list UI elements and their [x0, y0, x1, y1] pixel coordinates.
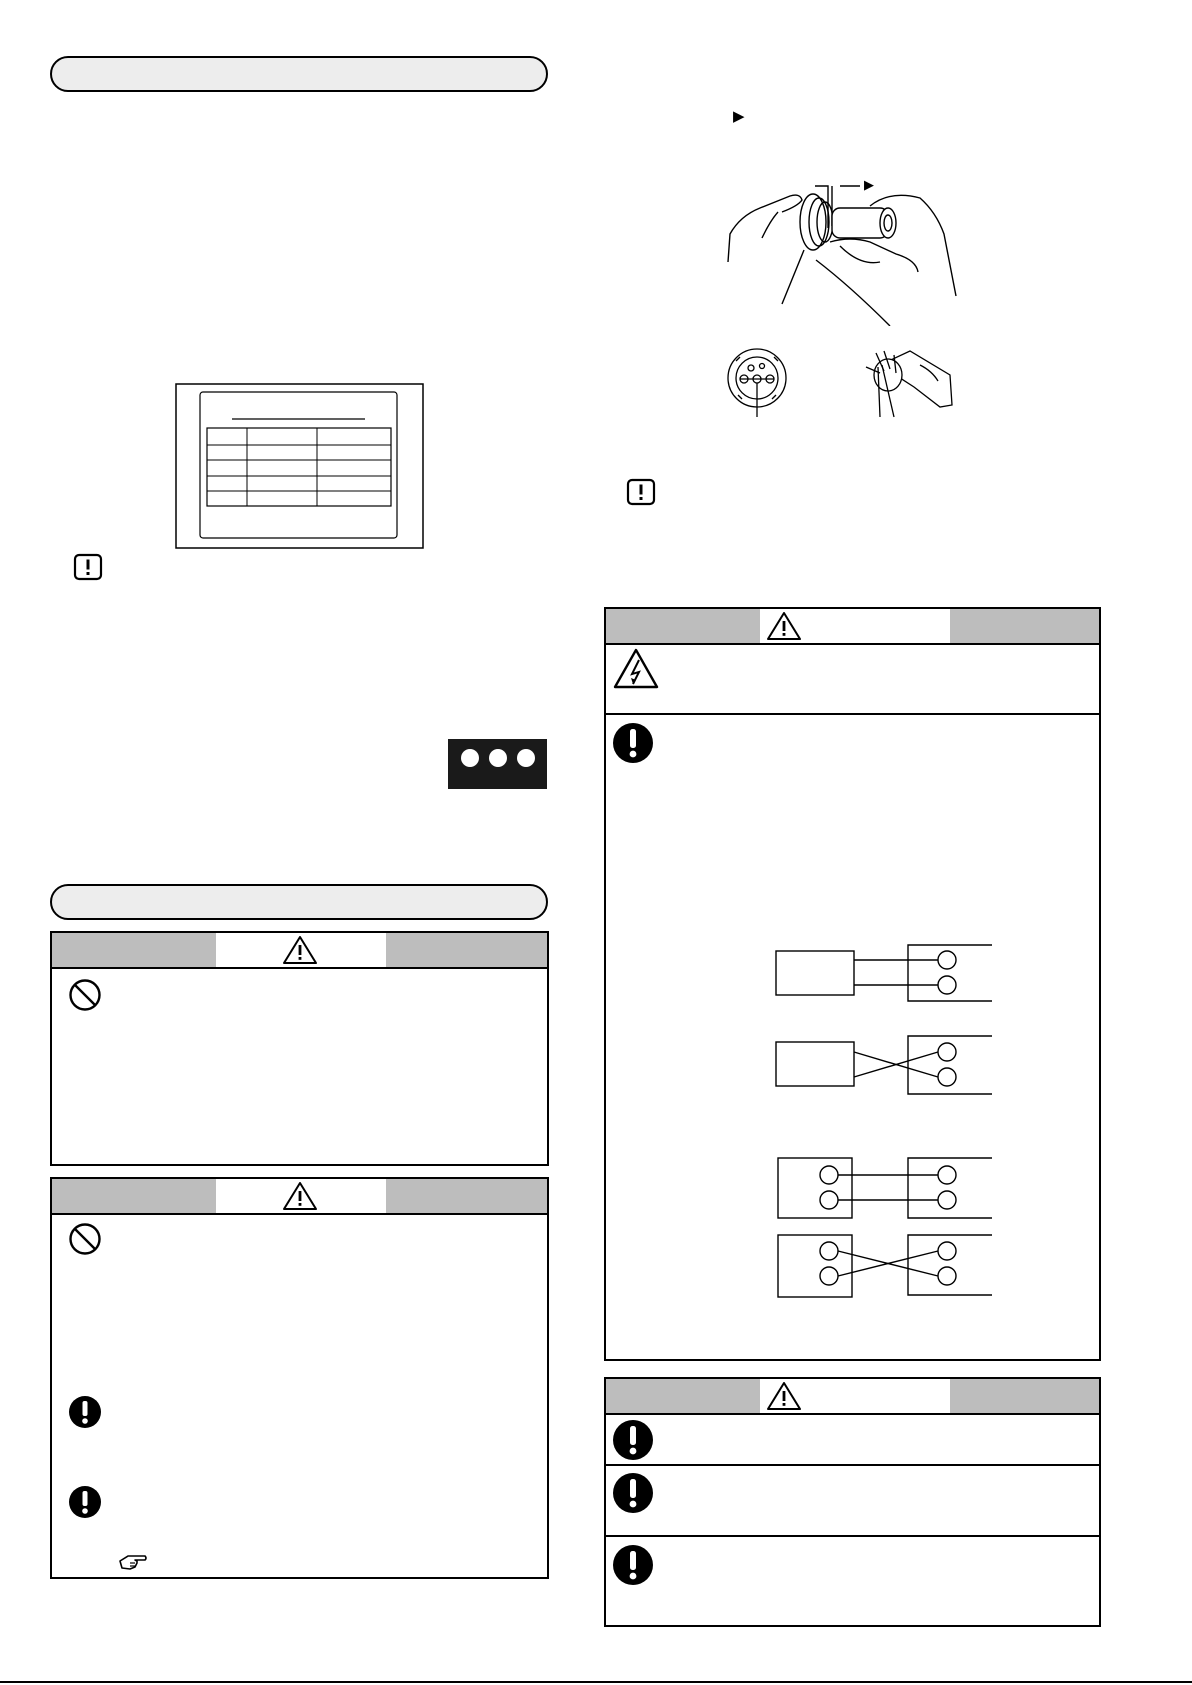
- arrow-marker: ▶: [864, 177, 874, 192]
- three-dots-indicator: [448, 739, 547, 789]
- plug-side-view: [860, 345, 956, 420]
- page-bottom-rule: [0, 1681, 1192, 1683]
- warning-box-header: [606, 1379, 1099, 1415]
- warning-box-right-2: [604, 1377, 1101, 1627]
- arrow-marker: ▶: [733, 108, 745, 125]
- caution-square-icon: [73, 553, 103, 581]
- warning-triangle-icon: [766, 611, 802, 641]
- mandatory-exclamation-icon: [612, 722, 654, 764]
- wiring-source-block: [776, 1042, 854, 1086]
- connector-hand-illustration: [720, 176, 960, 326]
- warning-box-left-2: [50, 1177, 549, 1579]
- mandatory-exclamation-icon: [68, 1485, 102, 1519]
- warning-box-left-1: [50, 931, 549, 1166]
- warning-box-right-1: [604, 607, 1101, 1361]
- section-header-top-left: [50, 56, 548, 92]
- mandatory-exclamation-icon: [612, 1544, 654, 1586]
- warning-triangle-icon: [282, 935, 318, 965]
- socket-front-view: [726, 347, 792, 419]
- wiring-diagrams: [766, 939, 1016, 1299]
- nameplate-illustration: [175, 383, 424, 549]
- mandatory-exclamation-icon: [68, 1395, 102, 1429]
- warning-triangle-icon: [282, 1181, 318, 1211]
- electric-shock-icon: [612, 647, 660, 691]
- mandatory-exclamation-icon: [612, 1472, 654, 1514]
- pointing-hand-icon: [118, 1552, 148, 1572]
- caution-square-icon: [626, 478, 656, 506]
- section-header-bottom-left: [50, 884, 548, 920]
- warning-box-header: [606, 609, 1099, 645]
- prohibited-circle-icon: [68, 1222, 102, 1256]
- prohibited-circle-icon: [68, 978, 102, 1012]
- wiring-source-block: [776, 951, 854, 995]
- warning-triangle-icon: [766, 1381, 802, 1411]
- mandatory-exclamation-icon: [612, 1419, 654, 1461]
